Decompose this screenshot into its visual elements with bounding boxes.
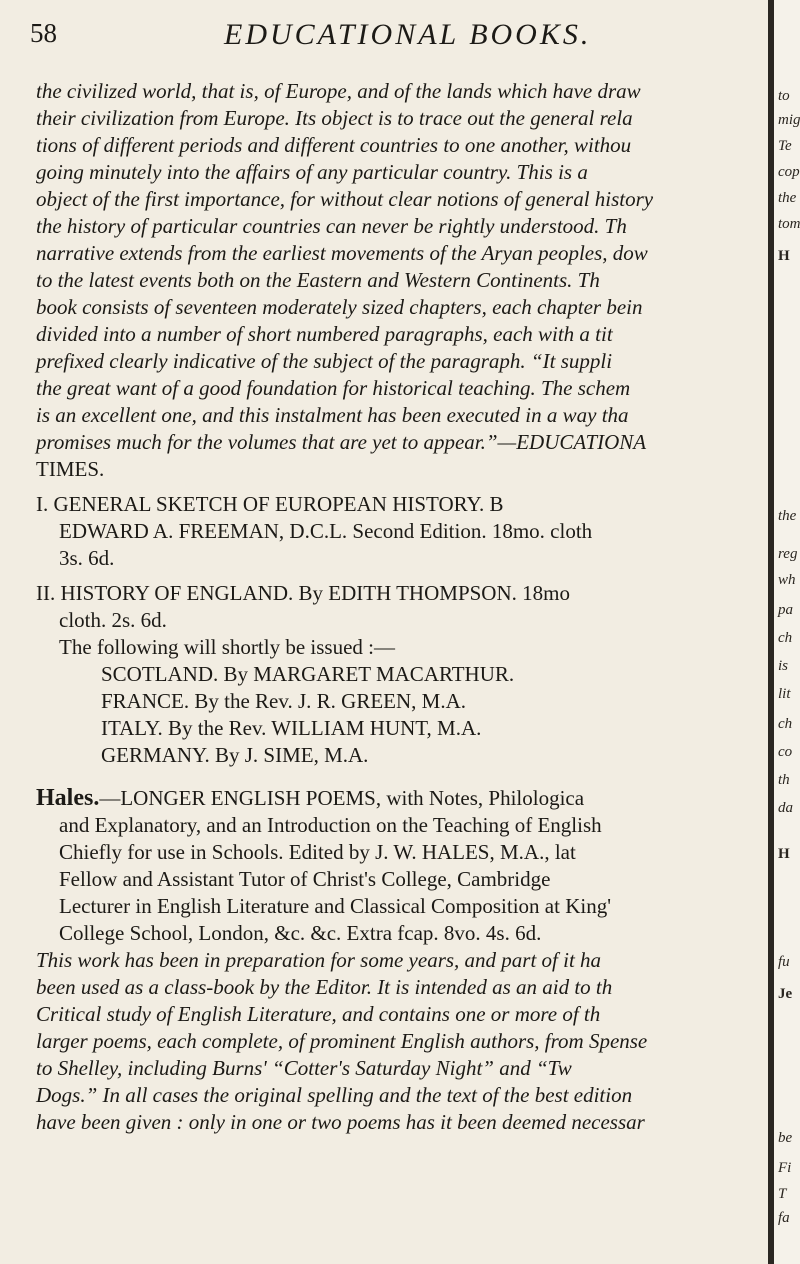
margin-fragment: the <box>778 508 797 524</box>
text-line: promises much for the volumes that are yet to appear.”—EDUCATIONA <box>36 430 647 454</box>
margin-fragment: mig <box>778 112 800 128</box>
page-header <box>0 14 768 54</box>
text-line: is an excellent one, and this instalment has been executed in a way tha <box>36 403 629 427</box>
list-item: GERMANY. By J. SIME, M.A. <box>101 743 369 767</box>
margin-fragment: the <box>778 190 797 206</box>
entry-line: Chiefly for use in Schools. Edited by J. W. HALES, M.A., lat <box>59 840 576 864</box>
margin-fragment: Je <box>778 986 793 1002</box>
margin-fragment: ch <box>778 630 793 646</box>
list-item: FRANCE. By the Rev. J. R. GREEN, M.A. <box>101 689 466 713</box>
entry-line: Fellow and Assistant Tutor of Christ's College, Cambridge <box>59 867 551 891</box>
entry-title: I. GENERAL SKETCH OF EUROPEAN HISTORY. B <box>36 492 504 516</box>
text-line: going minutely into the affairs of any particular country. This is a <box>36 160 588 184</box>
intro-paragraph <box>36 78 768 483</box>
forthcoming-heading: The following will shortly be issued :— <box>59 635 395 659</box>
margin-fragment: wh <box>778 572 796 588</box>
description-line: Dogs.” In all cases the original spelling and the text of the best edition <box>36 1083 633 1107</box>
entry-title: —LONGER ENGLISH POEMS, with Notes, Philologica <box>99 786 585 810</box>
description-line: Critical study of English Literature, and contains one or more of th <box>36 1002 601 1026</box>
entry-line: and Explanatory, and an Introduction on the Teaching of English <box>59 813 602 837</box>
margin-fragment: to <box>778 88 790 104</box>
list-item: SCOTLAND. By MARGARET MACARTHUR. <box>101 662 515 686</box>
margin-fragment: cop <box>778 164 800 180</box>
margin-fragment: be <box>778 1130 793 1146</box>
running-title: EDUCATIONAL BOOKS. <box>224 18 592 51</box>
text-line: prefixed clearly indicative of the subject of the paragraph. “It suppli <box>36 349 613 373</box>
text-line: tions of different periods and different countries to one another, withou <box>36 133 632 157</box>
description-line: have been given : only in one or two poems has it been deemed necessar <box>36 1110 645 1134</box>
margin-fragment: is <box>778 658 789 674</box>
margin-fragment: Te <box>778 138 792 154</box>
text-line: narrative extends from the earliest movements of the Aryan peoples, dow <box>36 241 648 265</box>
entry-line: Lecturer in English Literature and Classical Composition at King' <box>59 894 611 918</box>
text-line: divided into a number of short numbered paragraphs, each with a tit <box>36 322 613 346</box>
description-line: been used as a class-book by the Editor. It is intended as an aid to th <box>36 975 613 999</box>
text-line: the civilized world, that is, of Europe, and of the lands which have draw <box>36 79 641 103</box>
margin-fragment: ch <box>778 716 793 732</box>
margin-fragment: co <box>778 744 793 760</box>
text-line: TIMES. <box>36 457 105 481</box>
text-line: book consists of seventeen moderately sized chapters, each chapter bein <box>36 295 643 319</box>
margin-fragment: da <box>778 800 793 816</box>
margin-fragment: fu <box>778 954 790 970</box>
margin-fragment: reg <box>778 546 798 562</box>
margin-fragment: H <box>778 846 790 862</box>
margin-fragment: H <box>778 248 790 264</box>
entry-title-line <box>36 785 768 812</box>
entry-hales <box>36 785 768 1136</box>
description-line: to Shelley, including Burns' “Cotter's Saturday Night” and “Tw <box>36 1056 572 1080</box>
entry-title: II. HISTORY OF ENGLAND. By EDITH THOMPSON. 18mo <box>36 581 570 605</box>
text-line: the history of particular countries can never be rightly understood. Th <box>36 214 627 238</box>
text-line: to the latest events both on the Eastern and Western Continents. Th <box>36 268 600 292</box>
description-line: larger poems, each complete, of prominent English authors, from Spense <box>36 1029 648 1053</box>
adjacent-page-edge <box>774 0 800 1264</box>
margin-fragment: lit <box>778 686 791 702</box>
author-name: Hales. <box>36 785 100 811</box>
entry-history-england <box>36 580 768 634</box>
entry-general-sketch <box>36 491 768 572</box>
entry-price: 3s. 6d. <box>59 546 115 570</box>
entry-line: EDWARD A. FREEMAN, D.C.L. Second Edition. 18mo. cloth <box>59 519 593 543</box>
margin-fragment: Fi <box>778 1160 792 1176</box>
entry-line: cloth. 2s. 6d. <box>59 608 167 632</box>
description-line: This work has been in preparation for some years, and part of it ha <box>36 948 602 972</box>
margin-fragment: pa <box>778 602 793 618</box>
list-item: ITALY. By the Rev. WILLIAM HUNT, M.A. <box>101 716 482 740</box>
text-line: the great want of a good foundation for historical teaching. The schem <box>36 376 631 400</box>
entry-line: College School, London, &c. &c. Extra fcap. 8vo. 4s. 6d. <box>59 921 542 945</box>
margin-fragment: th <box>778 772 790 788</box>
text-line: object of the first importance, for without clear notions of general history <box>36 187 654 211</box>
margin-fragment: T <box>778 1186 787 1202</box>
forthcoming-list <box>36 661 768 769</box>
margin-fragment: tom <box>778 216 800 232</box>
page-body <box>36 78 768 1136</box>
page-number: 58 <box>30 18 57 48</box>
text-line: their civilization from Europe. Its object is to trace out the general rela <box>36 106 633 130</box>
margin-fragment: fa <box>778 1210 790 1226</box>
